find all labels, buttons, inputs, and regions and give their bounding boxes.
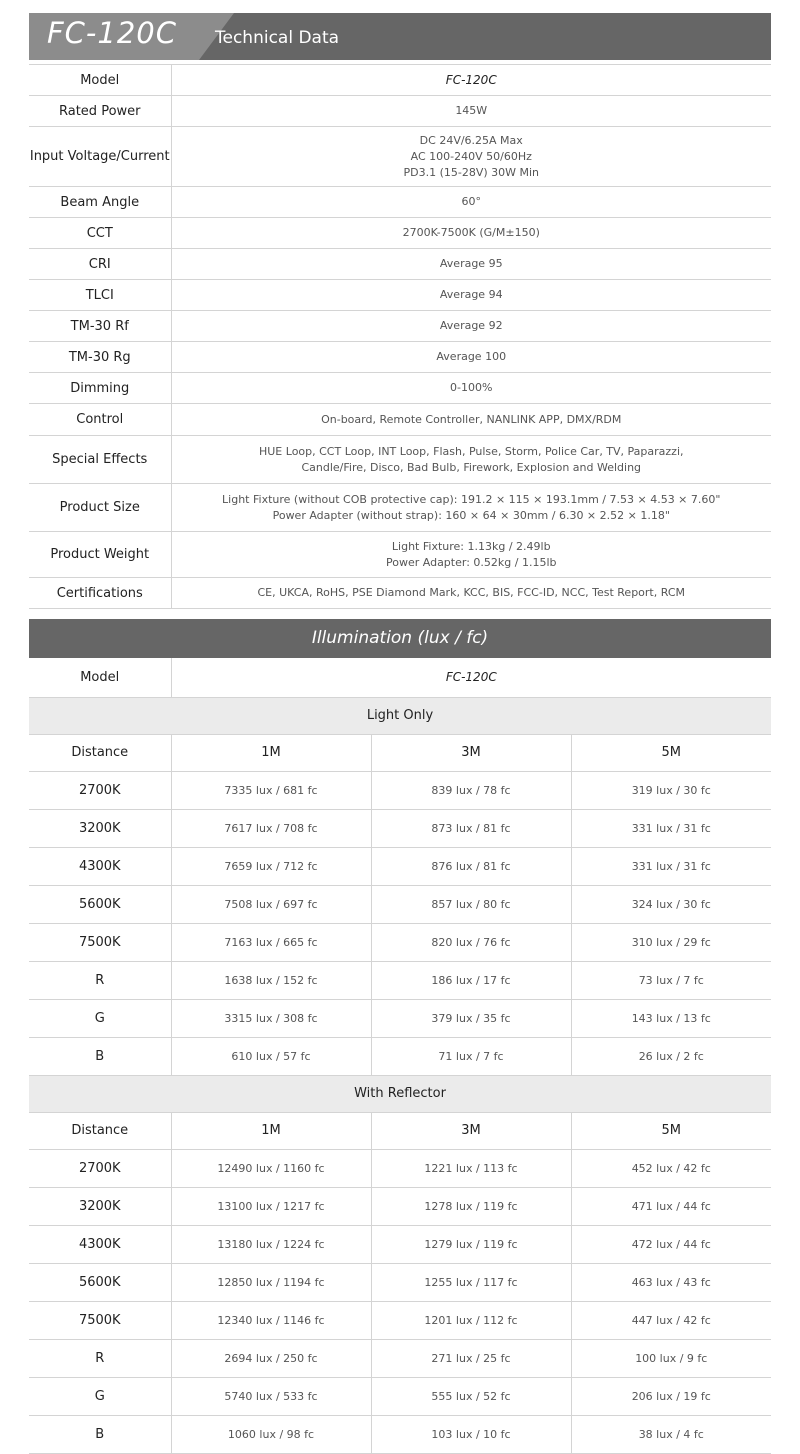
spec-value xyxy=(171,311,771,342)
color-temp-label: 3200K xyxy=(29,1187,171,1225)
illum-model-row xyxy=(29,658,771,697)
illuminance-value: 12850 lux / 1194 fc xyxy=(171,1263,371,1301)
spec-label: Certifications xyxy=(29,578,171,609)
illum-data-row xyxy=(29,1187,771,1225)
illuminance-value: 1638 lux / 152 fc xyxy=(171,961,371,999)
distance-header: 1M xyxy=(171,734,371,771)
spec-value-line: FC-120C xyxy=(445,73,497,87)
spec-label: Rated Power xyxy=(29,96,171,127)
distance-header: 3M xyxy=(371,734,571,771)
illuminance-value: 2694 lux / 250 fc xyxy=(171,1339,371,1377)
color-temp-label: B xyxy=(29,1415,171,1453)
illum-data-row xyxy=(29,1263,771,1301)
illuminance-value: 7335 lux / 681 fc xyxy=(171,771,371,809)
illuminance-value: 324 lux / 30 fc xyxy=(571,885,771,923)
spec-row xyxy=(29,187,771,218)
illum-data-row xyxy=(29,1037,771,1075)
distance-header: 5M xyxy=(571,734,771,771)
illuminance-value: 331 lux / 31 fc xyxy=(571,809,771,847)
spec-value xyxy=(171,373,771,404)
spec-row xyxy=(29,532,771,578)
color-temp-label: G xyxy=(29,999,171,1037)
illum-data-row xyxy=(29,1149,771,1187)
spec-value xyxy=(171,187,771,218)
spec-value-line: Power Adapter (without strap): 160 × 64 × 30mm / 6.30 × 2.52 × 1.18" xyxy=(272,508,670,522)
spec-label: Control xyxy=(29,404,171,436)
section-title: Technical Data xyxy=(215,28,340,48)
spec-row xyxy=(29,249,771,280)
model-title: FC-120C xyxy=(47,16,177,50)
illum-data-row xyxy=(29,1377,771,1415)
spec-label: Beam Angle xyxy=(29,187,171,218)
color-temp-label: 2700K xyxy=(29,771,171,809)
spec-row xyxy=(29,373,771,404)
illuminance-value: 463 lux / 43 fc xyxy=(571,1263,771,1301)
illuminance-value: 1221 lux / 113 fc xyxy=(371,1149,571,1187)
spec-value-line: Light Fixture (without COB protective cap): 191.2 × 115 × 193.1mm / 7.53 × 4.53 × 7.60" xyxy=(222,492,721,506)
illuminance-value: 1060 lux / 98 fc xyxy=(171,1415,371,1453)
color-temp-label: 7500K xyxy=(29,1301,171,1339)
illum-section-title: Light Only xyxy=(29,697,771,734)
color-temp-label: B xyxy=(29,1037,171,1075)
illum-data-row xyxy=(29,885,771,923)
illuminance-value: 379 lux / 35 fc xyxy=(371,999,571,1037)
illuminance-value: 12340 lux / 1146 fc xyxy=(171,1301,371,1339)
illum-model-label: Model xyxy=(29,658,171,697)
spec-value xyxy=(171,249,771,280)
illuminance-value: 876 lux / 81 fc xyxy=(371,847,571,885)
spec-label: Input Voltage/Current xyxy=(29,127,171,187)
spec-row xyxy=(29,578,771,609)
spec-label: Model xyxy=(29,65,171,96)
spec-row xyxy=(29,65,771,96)
illuminance-value: 73 lux / 7 fc xyxy=(571,961,771,999)
spec-value-line: AC 100-240V 50/60Hz xyxy=(410,149,532,163)
spec-value xyxy=(171,484,771,532)
illuminance-value: 7659 lux / 712 fc xyxy=(171,847,371,885)
color-temp-label: G xyxy=(29,1377,171,1415)
illuminance-value: 857 lux / 80 fc xyxy=(371,885,571,923)
spec-row xyxy=(29,436,771,484)
illuminance-value: 7163 lux / 665 fc xyxy=(171,923,371,961)
spec-value-line: Average 95 xyxy=(439,257,503,270)
illuminance-value: 873 lux / 81 fc xyxy=(371,809,571,847)
illuminance-value: 206 lux / 19 fc xyxy=(571,1377,771,1415)
illuminance-value: 5740 lux / 533 fc xyxy=(171,1377,371,1415)
spec-value xyxy=(171,532,771,578)
spec-table xyxy=(29,64,771,609)
color-temp-label: 4300K xyxy=(29,1225,171,1263)
color-temp-label: R xyxy=(29,961,171,999)
spec-value-line: DC 24V/6.25A Max xyxy=(419,133,523,147)
spec-label: TM-30 Rg xyxy=(29,342,171,373)
illuminance-value: 12490 lux / 1160 fc xyxy=(171,1149,371,1187)
illuminance-value: 447 lux / 42 fc xyxy=(571,1301,771,1339)
illuminance-value: 143 lux / 13 fc xyxy=(571,999,771,1037)
spec-value xyxy=(171,65,771,96)
spec-value-line: Average 94 xyxy=(439,288,503,301)
illum-section-header xyxy=(29,697,771,734)
illuminance-value: 1278 lux / 119 fc xyxy=(371,1187,571,1225)
spec-value xyxy=(171,404,771,436)
illuminance-value: 271 lux / 25 fc xyxy=(371,1339,571,1377)
spec-row xyxy=(29,96,771,127)
distance-label: Distance xyxy=(29,1112,171,1149)
illum-distance-row xyxy=(29,1112,771,1149)
illuminance-value: 452 lux / 42 fc xyxy=(571,1149,771,1187)
illuminance-value: 472 lux / 44 fc xyxy=(571,1225,771,1263)
color-temp-label: R xyxy=(29,1339,171,1377)
spec-value-line: Candle/Fire, Disco, Bad Bulb, Firework, Explosion and Welding xyxy=(301,460,642,474)
illuminance-value: 7617 lux / 708 fc xyxy=(171,809,371,847)
spec-value-line: 2700K-7500K (G/M±150) xyxy=(402,226,540,239)
illuminance-value: 7508 lux / 697 fc xyxy=(171,885,371,923)
spec-value xyxy=(171,218,771,249)
illum-data-row xyxy=(29,999,771,1037)
spec-value xyxy=(171,280,771,311)
illum-data-row xyxy=(29,1225,771,1263)
distance-header: 5M xyxy=(571,1112,771,1149)
illum-data-row xyxy=(29,847,771,885)
spec-row xyxy=(29,404,771,436)
illuminance-value: 26 lux / 2 fc xyxy=(571,1037,771,1075)
color-temp-label: 2700K xyxy=(29,1149,171,1187)
illum-data-row xyxy=(29,1339,771,1377)
spec-label: Product Weight xyxy=(29,532,171,578)
spec-row xyxy=(29,218,771,249)
color-temp-label: 3200K xyxy=(29,809,171,847)
spec-value-line: On-board, Remote Controller, NANLINK APP, DMX/RDM xyxy=(321,412,622,426)
distance-label: Distance xyxy=(29,734,171,771)
illum-section-title: With Reflector xyxy=(29,1075,771,1112)
illum-data-row xyxy=(29,961,771,999)
color-temp-label: 4300K xyxy=(29,847,171,885)
spec-value xyxy=(171,342,771,373)
spec-row xyxy=(29,127,771,187)
illuminance-value: 13180 lux / 1224 fc xyxy=(171,1225,371,1263)
illuminance-value: 471 lux / 44 fc xyxy=(571,1187,771,1225)
illuminance-value: 1279 lux / 119 fc xyxy=(371,1225,571,1263)
illum-data-row xyxy=(29,1301,771,1339)
illuminance-value: 839 lux / 78 fc xyxy=(371,771,571,809)
spec-label: TM-30 Rf xyxy=(29,311,171,342)
color-temp-label: 5600K xyxy=(29,885,171,923)
distance-header: 1M xyxy=(171,1112,371,1149)
spec-value-line: PD3.1 (15-28V) 30W Min xyxy=(403,165,540,179)
spec-label: CCT xyxy=(29,218,171,249)
spec-value-line: 145W xyxy=(455,104,488,117)
illuminance-value: 610 lux / 57 fc xyxy=(171,1037,371,1075)
illumination-table xyxy=(29,658,771,1454)
spec-value-line: 60° xyxy=(461,195,481,208)
illum-data-row xyxy=(29,771,771,809)
illuminance-value: 103 lux / 10 fc xyxy=(371,1415,571,1453)
spec-label: CRI xyxy=(29,249,171,280)
illuminance-value: 13100 lux / 1217 fc xyxy=(171,1187,371,1225)
spec-label: TLCI xyxy=(29,280,171,311)
spec-value-line: Power Adapter: 0.52kg / 1.15lb xyxy=(386,555,557,569)
spec-value-line: HUE Loop, CCT Loop, INT Loop, Flash, Pulse, Storm, Police Car, TV, Paparazzi, xyxy=(258,444,684,458)
spec-value-line: Average 100 xyxy=(436,350,507,363)
spec-value xyxy=(171,96,771,127)
illuminance-value: 319 lux / 30 fc xyxy=(571,771,771,809)
spec-label: Product Size xyxy=(29,484,171,532)
illum-model-value: FC-120C xyxy=(171,658,771,697)
illuminance-value: 38 lux / 4 fc xyxy=(571,1415,771,1453)
illumination-title: Illumination (lux / fc) xyxy=(29,619,771,658)
spec-row xyxy=(29,280,771,311)
illuminance-value: 331 lux / 31 fc xyxy=(571,847,771,885)
spec-label: Special Effects xyxy=(29,436,171,484)
illuminance-value: 100 lux / 9 fc xyxy=(571,1339,771,1377)
spec-value-line: 0-100% xyxy=(450,381,493,394)
spec-row xyxy=(29,484,771,532)
technical-data-header xyxy=(29,13,771,60)
illuminance-value: 1201 lux / 112 fc xyxy=(371,1301,571,1339)
spec-value xyxy=(171,127,771,187)
illuminance-value: 310 lux / 29 fc xyxy=(571,923,771,961)
illuminance-value: 820 lux / 76 fc xyxy=(371,923,571,961)
spec-value-line: Average 92 xyxy=(439,319,503,332)
illuminance-value: 3315 lux / 308 fc xyxy=(171,999,371,1037)
distance-header: 3M xyxy=(371,1112,571,1149)
illum-section-header xyxy=(29,1075,771,1112)
spec-label: Dimming xyxy=(29,373,171,404)
illuminance-value: 186 lux / 17 fc xyxy=(371,961,571,999)
illuminance-value: 71 lux / 7 fc xyxy=(371,1037,571,1075)
spec-value-line: Light Fixture: 1.13kg / 2.49lb xyxy=(391,539,551,553)
color-temp-label: 7500K xyxy=(29,923,171,961)
illum-data-row xyxy=(29,923,771,961)
illum-data-row xyxy=(29,809,771,847)
spec-value xyxy=(171,436,771,484)
illuminance-value: 1255 lux / 117 fc xyxy=(371,1263,571,1301)
color-temp-label: 5600K xyxy=(29,1263,171,1301)
illuminance-value: 555 lux / 52 fc xyxy=(371,1377,571,1415)
spec-row xyxy=(29,342,771,373)
spec-value xyxy=(171,578,771,609)
spec-row xyxy=(29,311,771,342)
illum-distance-row xyxy=(29,734,771,771)
illum-data-row xyxy=(29,1415,771,1453)
spec-value-line: CE, UKCA, RoHS, PSE Diamond Mark, KCC, BIS, FCC-ID, NCC, Test Report, RCM xyxy=(257,586,686,599)
